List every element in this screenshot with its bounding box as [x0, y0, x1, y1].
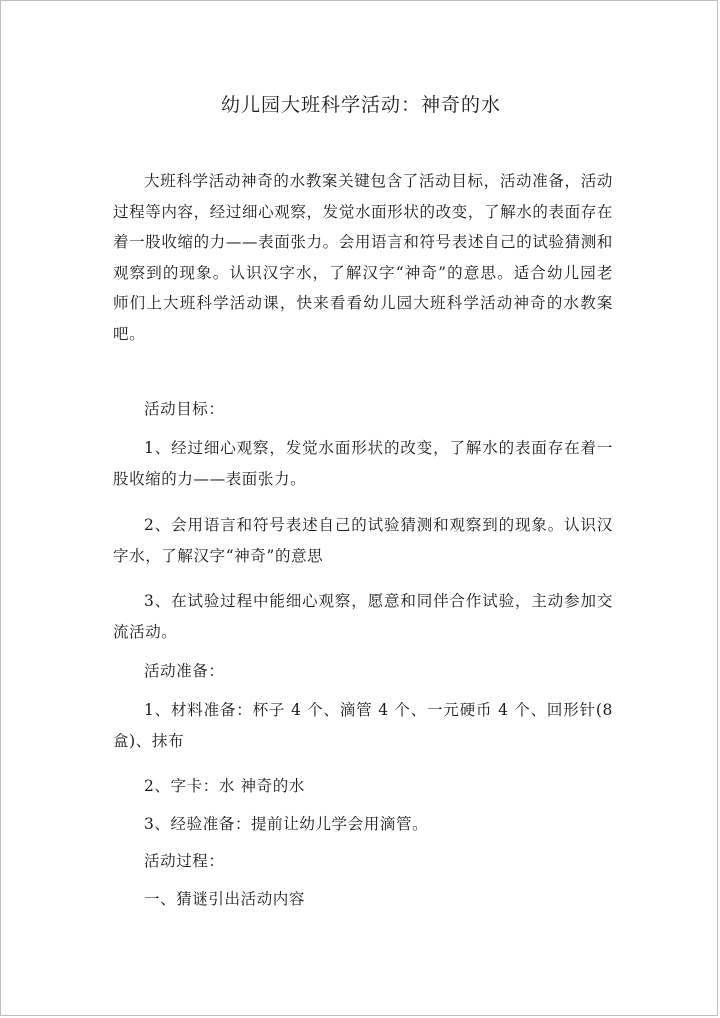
preparation-item-2 — [113, 771, 613, 802]
paragraph-text: 3、在试验过程中能细心观察，愿意和同伴合作试验，主动参加交流活动。 — [113, 592, 613, 641]
section-heading-goals — [113, 394, 613, 425]
goal-item-3 — [113, 586, 613, 647]
paragraph-text: 大班科学活动神奇的水教案关键包含了活动目标，活动准备，活动过程等内容，经过细心观察，发觉水面形状的改变，了解水的表面存在着一股收缩的力——表面张力。会用语言和符号表述自己的试验猜测和观察到的现象。认识汉字水，了解汉字“神奇”的意思。适合幼儿园老师们上大班科学活动课，快来看看幼儿园大班科学活动神奇的水教案吧。 — [113, 172, 613, 343]
paragraph-text: 活动目标： — [144, 400, 225, 418]
section-heading-preparation — [113, 656, 613, 687]
paragraph-text: 1、材料准备：杯子 4 个、滴管 4 个、一元硬币 4 个、回形针(8 盒)、抹布 — [113, 701, 613, 750]
paragraph-text: 2、会用语言和符号表述自己的试验猜测和观察到的现象。认识汉字水，了解汉字“神奇”的意思 — [113, 516, 613, 565]
document-title: 幼儿园大班科学活动：神奇的水 — [220, 94, 501, 116]
process-step-1 — [113, 884, 613, 915]
section-heading-process — [113, 846, 613, 877]
intro-paragraph — [113, 166, 613, 349]
paragraph-text: 3、经验准备：提前让幼儿学会用滴管。 — [144, 815, 429, 833]
goal-item-1 — [113, 433, 613, 494]
goal-item-2 — [113, 510, 613, 571]
paragraph-text: 活动准备： — [144, 662, 225, 680]
paragraph-text: 2、字卡：水 神奇的水 — [144, 777, 305, 795]
paragraph-text: 1、经过细心观察，发觉水面形状的改变，了解水的表面存在着一股收缩的力——表面张力。 — [113, 439, 613, 488]
paragraph-text: 活动过程： — [144, 852, 225, 870]
preparation-item-3 — [113, 809, 613, 840]
paragraph-text: 一、猜谜引出活动内容 — [144, 890, 306, 908]
preparation-item-1 — [113, 695, 613, 756]
